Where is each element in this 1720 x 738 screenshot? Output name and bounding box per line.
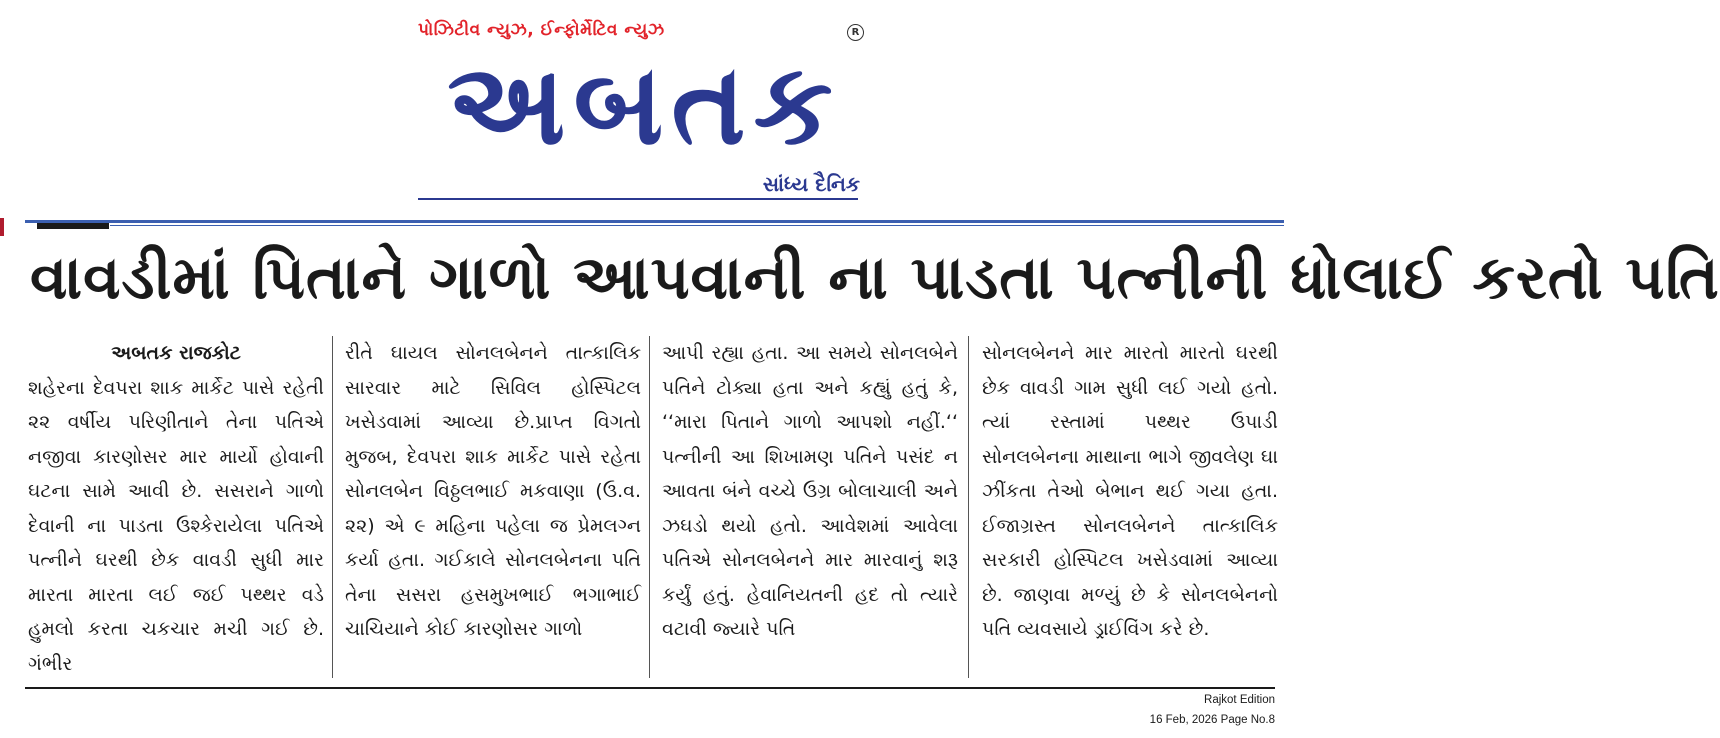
registered-mark-icon: R <box>847 24 864 41</box>
column-text: આપી રહ્યા હતા. આ સમયે સોનલબેને પતિને ટોક્યા હતા અને કહ્યું હતું કે, ‘‘મારા પિતાને ગાળો આપશો નહીં.‘‘ પત્નીની આ શિખામણ પતિને પસંદ ન આવતા બંને વચ્ચે ઉગ્ર બોલાચાલી અને ઝઘડો થયો હતો. આવેશમાં આવેલા પતિએ સોનલબેનને માર મારવાનું શરૂ કર્યું હતું. હેવાનિયતની હદ તો ત્યારે વટાવી જ્યારે પતિ <box>662 342 958 640</box>
edition-label: Rajkot Edition <box>1204 694 1275 706</box>
column-text: રીતે ઘાયલ સોનલબેનને તાત્કાલિક સારવાર માટે સિવિલ હોસ્પિટલ ખસેડવામાં આવ્યા છે.પ્રાપ્ત વિગતો મુજબ, દેવપરા શાક માર્કેટ પાસે રહેતા સોનલબેન વિઠ્ઠલભાઈ મકવાણા (ઉ.વ. ૨૨) એ ૯ મહિના પહેલા જ પ્રેમલગ્ન કર્યા હતા. ગઈકાલે સોનલબેનના પતિ તેના સસરા હસમુખભાઈ ભગાભાઈ ચાચિયાને કોઈ કારણોસર ગાળો <box>345 342 641 640</box>
column-text: શહેરના દેવપરા શાક માર્કેટ પાસે રહેતી ૨૨ વર્ષીય પરિણીતાને તેના પતિએ નજીવા કારણોસર માર માર્યો હોવાની ઘટના સામે આવી છે. સસરાને ગાળો દેવાની ના પાડતા ઉશ્કેરાયેલા પતિએ પત્નીને ઘરથી છેક વાવડી સુધી માર મારતા મારતા લઈ જઈ પથ્થર વડે હુમલો કરતા ચકચાર મચી ગઈ છે. ગંભીર <box>28 376 324 675</box>
header-thin-rule <box>110 225 1284 226</box>
column-divider <box>332 336 333 678</box>
column-text: સોનલબેનને માર મારતો મારતો ઘરથી છેક વાવડી ગામ સુધી લઈ ગયો હતો. ત્યાં રસ્તામાં પથ્થર ઉપાડી સોનલબેનના માથાના ભાગે જીવલેણ ઘા ઝીંકતા તેઓ બેભાન થઈ ગયા હતા. ઈજાગ્રસ્ત સોનલબેનને તાત્કાલિક સરકારી હોસ્પિટલ ખસેડવામાં આવ્યા છે. જાણવા મળ્યું છે કે સોનલબેનનો પતિ વ્યવસાયે ડ્રાઈવિંગ કરે છે. <box>982 342 1278 640</box>
masthead <box>0 0 1284 215</box>
page-info: 16 Feb, 2026 Page No.8 <box>1149 714 1275 726</box>
article-dateline: અબતક રાજકોટ <box>111 342 241 364</box>
logo-underline <box>418 198 858 200</box>
header-accent-bar <box>37 223 109 229</box>
article-column-1 <box>28 336 324 678</box>
header-rule <box>25 220 1284 223</box>
article-column-2 <box>345 336 641 678</box>
column-divider <box>649 336 650 678</box>
masthead-subtitle: સાંધ્ય દૈનિક <box>762 172 860 196</box>
column-divider <box>968 336 969 678</box>
newspaper-logo: અબતક <box>447 40 841 170</box>
margin-marker <box>0 218 4 236</box>
masthead-tagline: પોઝિટીવ ન્યુઝ, ઈન્ફોર્મેટિવ ન્યુઝ <box>418 20 665 40</box>
article-headline: વાવડીમાં પિતાને ગાળો આપવાની ના પાડતા પત્નીની ધોલાઈ કરતો પતિ <box>30 243 1720 313</box>
article-column-4 <box>982 336 1278 678</box>
article-column-3 <box>662 336 958 678</box>
footer-rule <box>25 687 1275 689</box>
